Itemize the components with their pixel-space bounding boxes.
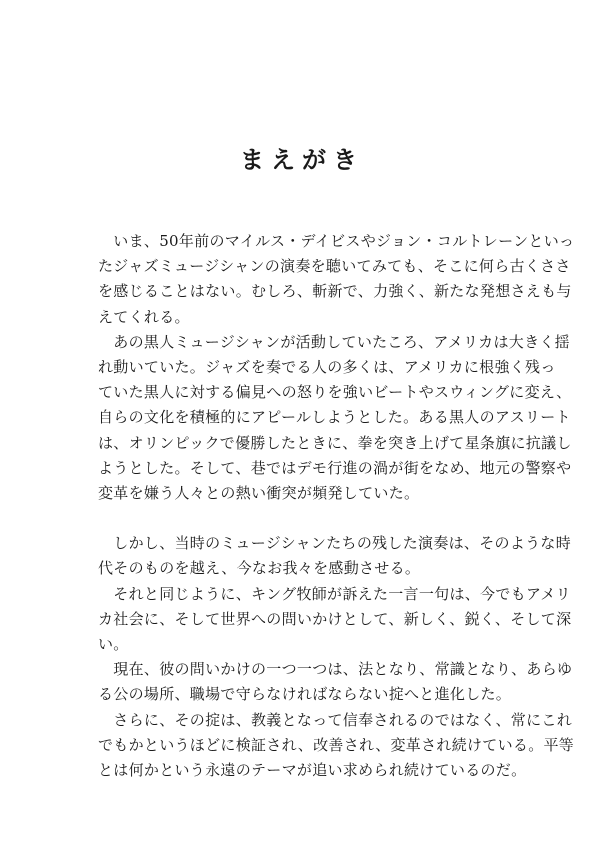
body-text	[98, 229, 575, 783]
text-line: えてくれる。	[98, 307, 190, 326]
text-line: ていた黒人に対する偏見への怒りを強いビートやスウィングに変え、	[98, 383, 572, 402]
text-line: る公の場所、職場で守らなければならない掟へと進化した。	[98, 685, 512, 704]
text-line: を感じることはない。むしろ、斬新で、力強く、新たな発想さえも与	[98, 282, 572, 301]
text-line: 自らの文化を積極的にアピールしようとした。ある黒人のアスリート	[98, 408, 571, 427]
text-line: は、オリンピックで優勝したときに、拳を突き上げて星条旗に抗議し	[98, 433, 572, 452]
text-line: 変革を嫌う人々との熱い衝突が頻発していた。	[98, 483, 420, 502]
text-line: さらに、その掟は、教義となって信奉されるのではなく、常にこれ	[98, 710, 573, 729]
text-line: い。	[98, 635, 129, 653]
text-line: たジャズミュージシャンの演奏を聴いてみても、そこに何ら古くささ	[98, 257, 571, 276]
text-line: あの黒人ミュージシャンが活動していたころ、アメリカは大きく揺	[98, 332, 570, 351]
text-line: しかし、当時のミュージシャンたちの残した演奏は、そのような時	[98, 534, 572, 553]
text-line: れ動いていた。ジャズを奏でる人の多くは、アメリカに根強く残っ	[98, 357, 556, 376]
chapter-title: まえがき	[240, 146, 364, 174]
text-line: とは何かという永遠のテーマが追い求められ続けているのだ。	[98, 760, 527, 779]
text-line: 代そのものを越え、今なお我々を感動させる。	[98, 559, 421, 578]
text-line: ようとした。そして、巷ではデモ行進の渦が街をなめ、地元の警察や	[98, 458, 572, 477]
text-line: いま、50年前のマイルス・デイビスやジョン・コルトレーンといっ	[98, 232, 575, 250]
paragraph-gap	[98, 506, 518, 531]
text-line: それと同じように、キング牧師が訴えた一言一句は、今でもアメリ	[98, 584, 571, 603]
text-line: カ社会に、そして世界への問いかけとして、新しく、鋭く、そして深	[98, 609, 572, 628]
text-line: でもかというほどに検証され、改善され、変革され続けている。平等	[98, 735, 575, 754]
text-line: 現在、彼の問いかけの一つ一つは、法となり、常識となり、あらゆ	[98, 660, 573, 679]
